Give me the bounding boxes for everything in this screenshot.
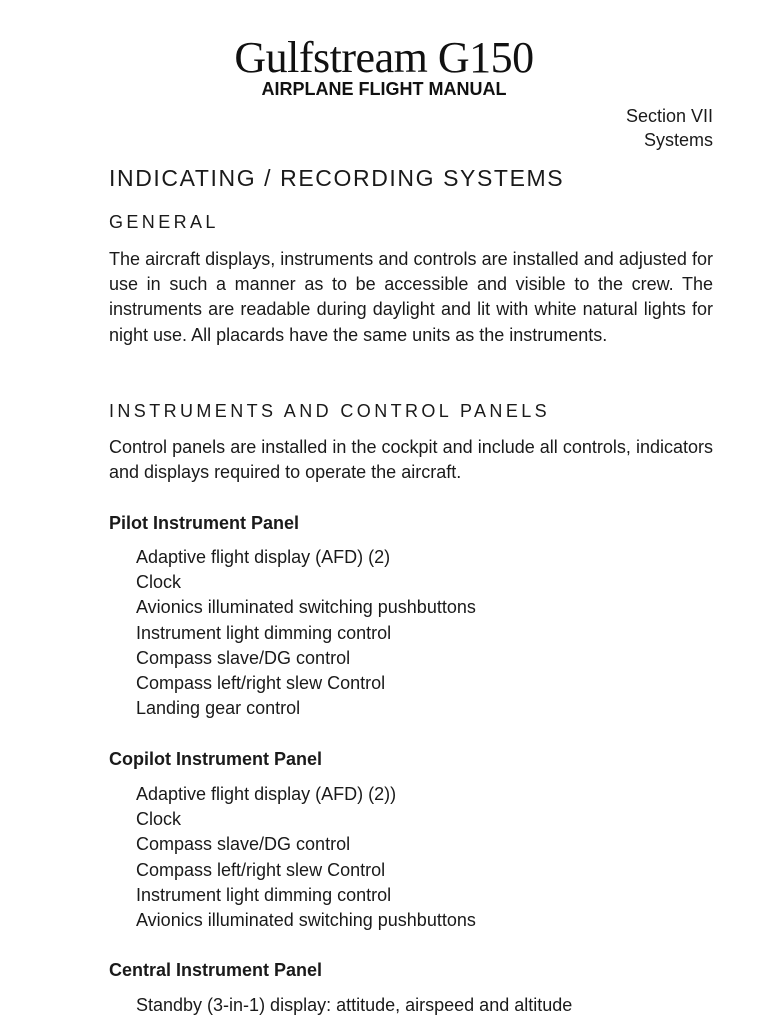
manual-title: AIRPLANE FLIGHT MANUAL	[261, 79, 507, 99]
list-item: Compass slave/DG control	[136, 647, 351, 668]
list-item: Clock	[136, 809, 182, 830]
list-item: Compass left/right slew Control	[136, 859, 386, 880]
panels-paragraph: Control panels are installed in the cockpit and include all controls, indicators and displays required to operate the aircraft.	[109, 437, 713, 483]
copilot-panel-list	[136, 782, 476, 933]
section-number: Section VII	[625, 106, 713, 126]
general-heading: GENERAL	[109, 212, 219, 232]
copilot-panel-heading: Copilot Instrument Panel	[109, 749, 323, 769]
list-item: Clock	[136, 572, 182, 593]
list-item: Instrument light dimming control	[136, 884, 392, 905]
pilot-panel-heading: Pilot Instrument Panel	[109, 513, 300, 533]
list-item: Landing gear control	[136, 698, 301, 719]
central-panel-list	[136, 993, 572, 1018]
central-panel-heading: Central Instrument Panel	[109, 960, 323, 980]
section-name: Systems	[643, 130, 713, 150]
pilot-panel-list	[136, 545, 476, 721]
list-item: Compass slave/DG control	[136, 834, 351, 855]
list-item: Instrument light dimming control	[136, 622, 392, 643]
list-item: Adaptive flight display (AFD) (2)	[136, 547, 391, 567]
panels-heading: INSTRUMENTS AND CONTROL PANELS	[109, 401, 551, 421]
list-item: Compass left/right slew Control	[136, 673, 386, 694]
list-item: Adaptive flight display (AFD) (2))	[136, 784, 397, 804]
list-item: Avionics illuminated switching pushbuttons	[136, 910, 476, 931]
brand-logo: Gulfstream G150	[234, 33, 534, 82]
section-reference	[626, 104, 713, 152]
general-paragraph: The aircraft displays, instruments and controls are installed and adjusted for use in such a manner as to be accessible and visible to the crew. The instruments are readable during daylight and lit with white natural lights for night use. All placards have the same units as the instruments.	[109, 249, 713, 345]
list-item: Avionics illuminated switching pushbuttons	[136, 597, 476, 618]
list-item: Standby (3-in-1) display: attitude, airspeed and altitude	[136, 995, 573, 1015]
chapter-heading: INDICATING / RECORDING SYSTEMS	[109, 165, 565, 191]
